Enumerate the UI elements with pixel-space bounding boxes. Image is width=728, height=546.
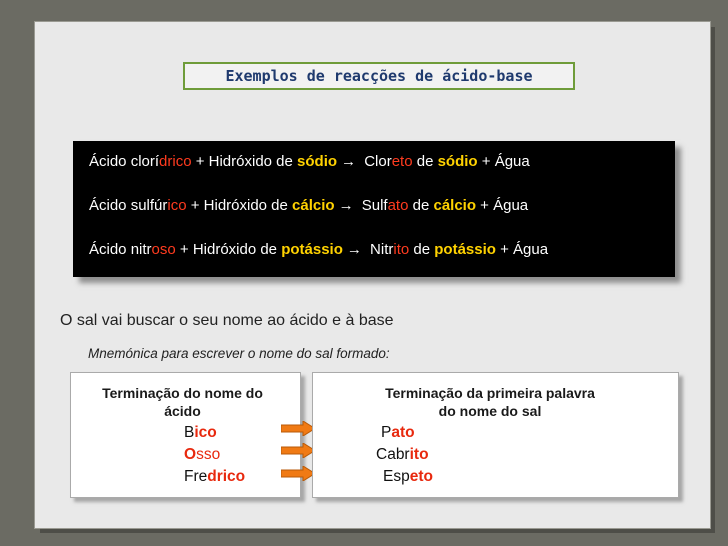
salt-name: Nitr	[365, 241, 394, 258]
acid-ending: ico	[167, 197, 187, 214]
acid-ending: drico	[159, 153, 192, 170]
plus-base: + Hidróxido de	[191, 153, 298, 170]
equation-3	[89, 241, 548, 258]
plus-base: + Hidróxido de	[186, 197, 293, 214]
reaction-arrow: →	[346, 241, 362, 258]
salt-de: de	[409, 241, 435, 258]
word-ending: ato	[391, 424, 415, 441]
right-arrow-icon	[281, 466, 315, 481]
acid-name: Ácido clorí	[89, 153, 160, 170]
reaction-arrow: →	[341, 153, 357, 170]
acid-word-3	[184, 468, 245, 486]
metal-name: sódio	[297, 153, 338, 170]
acid-word-1	[184, 424, 217, 442]
acid-word-2	[184, 446, 220, 464]
word-part: Cabr	[376, 446, 410, 463]
salt-word-3	[383, 468, 433, 486]
salt-metal: sódio	[437, 153, 478, 170]
plus-base: + Hidróxido de	[175, 241, 282, 258]
equation-2	[89, 197, 528, 214]
salt-ending: eto	[391, 153, 413, 170]
mnemonic-caption: Mnemónica para escrever o nome do sal formado:	[88, 346, 390, 361]
word-part: B	[184, 424, 195, 441]
header-line: Terminação da primeira palavra	[385, 385, 595, 401]
header-line: do nome do sal	[438, 403, 542, 419]
word-ending: drico	[207, 468, 246, 485]
plus-water: + Água	[495, 241, 549, 258]
salt-de: de	[408, 197, 434, 214]
salt-ending: ito	[393, 241, 410, 258]
reaction-arrow: →	[338, 197, 354, 214]
word-ending: ico	[194, 424, 217, 441]
acid-ending: oso	[151, 241, 176, 258]
slide-title-text: Exemplos de reacções de ácido-base	[225, 67, 533, 85]
plus-water: + Água	[476, 197, 529, 214]
salt-word-2	[376, 446, 429, 464]
metal-name: potássio	[281, 241, 343, 258]
salt-metal: cálcio	[433, 197, 477, 214]
plus-water: + Água	[477, 153, 530, 170]
word-ending: O	[184, 446, 197, 463]
word-part: Fre	[184, 468, 208, 485]
salt-name: Clor	[360, 153, 392, 170]
salt-de: de	[412, 153, 438, 170]
acid-ending-header	[80, 384, 285, 420]
salt-name: Sulf	[357, 197, 388, 214]
main-statement: O sal vai buscar o seu nome ao ácido e à base	[60, 312, 394, 329]
word-ending: eto	[409, 468, 433, 485]
right-arrow-icon	[281, 443, 315, 458]
salt-metal: potássio	[434, 241, 496, 258]
slide-title	[183, 62, 575, 90]
word-ending: ito	[409, 446, 429, 463]
header-line: ácido	[164, 403, 201, 419]
salt-ending: ato	[387, 197, 409, 214]
right-arrow-icon	[281, 421, 315, 436]
header-line: Terminação do nome do	[102, 385, 263, 401]
salt-word-1	[381, 424, 415, 442]
acid-name: Ácido nitr	[89, 241, 152, 258]
equation-1	[89, 153, 530, 170]
word-part: P	[381, 424, 392, 441]
metal-name: cálcio	[292, 197, 335, 214]
salt-ending-header	[355, 384, 625, 420]
word-part: Esp	[383, 468, 410, 485]
acid-name: Ácido sulfúr	[89, 197, 168, 214]
word-part: sso	[196, 446, 221, 463]
